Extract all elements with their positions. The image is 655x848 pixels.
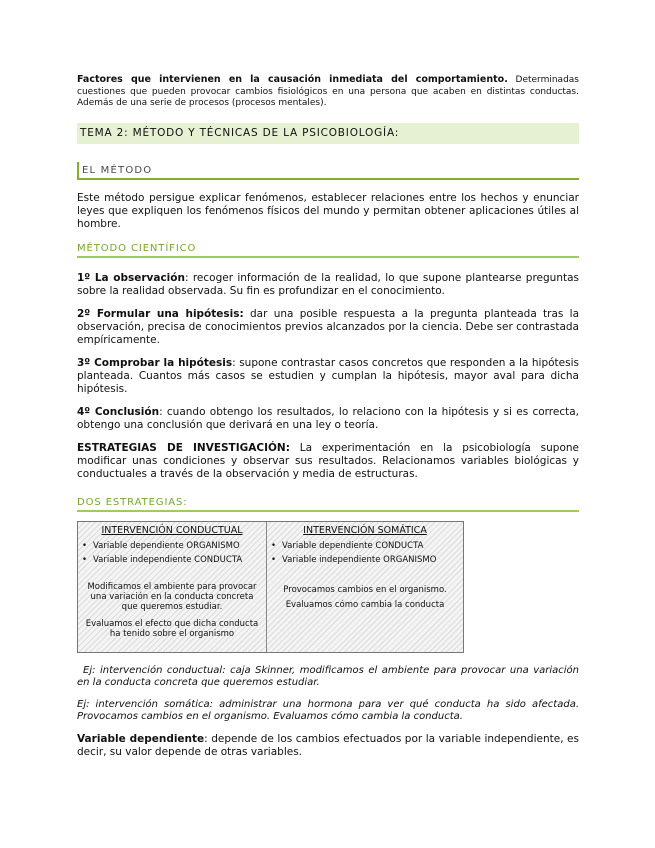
variable-dependiente-text: : depende de los cambios efectuados por la variable independiente, es decir, su valor depende de otras variables. xyxy=(77,732,579,758)
estrategias-paragraph xyxy=(77,442,579,481)
conductual-title: INTERVENCIÓN CONDUCTUAL xyxy=(101,524,243,536)
list-item: • Variable independiente ORGANISMO xyxy=(267,553,463,567)
intro-bold: Factores que intervienen en la causación inmediata del comportamiento. xyxy=(77,74,508,85)
somatica-note-1: Provocamos cambios en el organismo. xyxy=(283,584,447,595)
variable-dependiente-paragraph xyxy=(77,733,579,759)
metodo-heading: EL MÉTODO xyxy=(77,162,579,180)
step-hipotesis-bold: 2º Formular una hipótesis: xyxy=(77,307,244,320)
tema-heading: TEMA 2: MÉTODO Y TÉCNICAS DE LA PSICOBIOLOGÍA: xyxy=(77,123,579,144)
step-comprobar-text: : supone contrastar casos concretos que responden a la hipótesis planteada. Cuantos más casos se estudien y cumplan la hipótesis, mayor aval para dicha hipótesis. xyxy=(77,356,579,395)
step-hipotesis xyxy=(77,308,579,347)
intro-paragraph xyxy=(77,74,579,110)
list-item: • Variable dependiente ORGANISMO xyxy=(78,539,266,553)
conductual-column xyxy=(78,522,267,652)
conductual-list xyxy=(78,539,266,567)
list-item: • Variable independiente CONDUCTA xyxy=(78,553,266,567)
somatica-note-2: Evaluamos cómo cambia la conducta xyxy=(285,599,445,610)
document-page xyxy=(77,74,579,759)
dos-estrategias-heading: DOS ESTRATEGIAS: xyxy=(77,497,579,512)
somatica-title: INTERVENCIÓN SOMÁTICA xyxy=(303,524,427,536)
step-observacion xyxy=(77,272,579,298)
step-observacion-bold: 1º La observación xyxy=(77,271,185,284)
ejemplo-conductual: Ej: intervención conductual: caja Skinner, modificamos el ambiente para provocar una variación en la conducta concreta que queremos estudiar. xyxy=(77,664,579,688)
step-conclusion-text: : cuando obtengo los resultados, lo relaciono con la hipótesis y si es correcta, obtengo una conclusión que derivará en una ley o teoría. xyxy=(77,405,579,431)
intro-text: Determinadas cuestiones que pueden provocar cambios fisiológicos en una persona que acaben en distintas conductas. Además de una serie de procesos (procesos mentales). xyxy=(77,75,579,108)
cientifico-heading: MÉTODO CIENTÍFICO xyxy=(77,243,579,258)
step-comprobar xyxy=(77,357,579,396)
list-item: • Variable dependiente CONDUCTA xyxy=(267,539,463,553)
conductual-note-2: Evaluamos el efecto que dicha conducta ha tenido sobre el organismo xyxy=(85,618,259,639)
step-observacion-text: : recoger información de la realidad, lo que supone plantearse preguntas sobre la realidad observada. Su fin es profundizar en el conocimiento. xyxy=(77,271,579,297)
estrategias-bold: ESTRATEGIAS DE INVESTIGACIÓN: xyxy=(77,441,290,454)
step-comprobar-bold: 3º Comprobar la hipótesis xyxy=(77,356,233,369)
strategies-diagram xyxy=(77,521,464,653)
metodo-paragraph: Este método persigue explicar fenómenos, establecer relaciones entre los hechos y enunciar leyes que expliquen los fenómenos físicos del mundo y permitan obtener aplicaciones útiles al hombre. xyxy=(77,191,579,230)
somatica-column xyxy=(267,522,463,652)
conductual-note-1: Modificamos el ambiente para provocar una variación en la conducta concreta que queremos estudiar. xyxy=(87,581,257,612)
variable-dependiente-bold: Variable dependiente xyxy=(77,732,205,745)
somatica-list xyxy=(267,539,463,567)
estrategias-text: La experimentación en la psicobiología supone modificar unas condiciones y observar sus resultados. Relacionamos variables biológicas y conductuales a través de la observación y media de estructuras. xyxy=(77,441,580,480)
step-conclusion-bold: 4º Conclusión xyxy=(77,405,160,418)
ejemplo-somatica: Ej: intervención somática: administrar una hormona para ver qué conducta ha sido afectada. Provocamos cambios en el organismo. Evaluamos cómo cambia la conducta. xyxy=(77,698,579,722)
step-conclusion xyxy=(77,406,579,432)
step-hipotesis-text: dar una posible respuesta a la pregunta planteada tras la observación, precisa de conocimientos previos alcanzados por la ciencia. Debe ser contrastada empíricamente. xyxy=(77,307,579,346)
